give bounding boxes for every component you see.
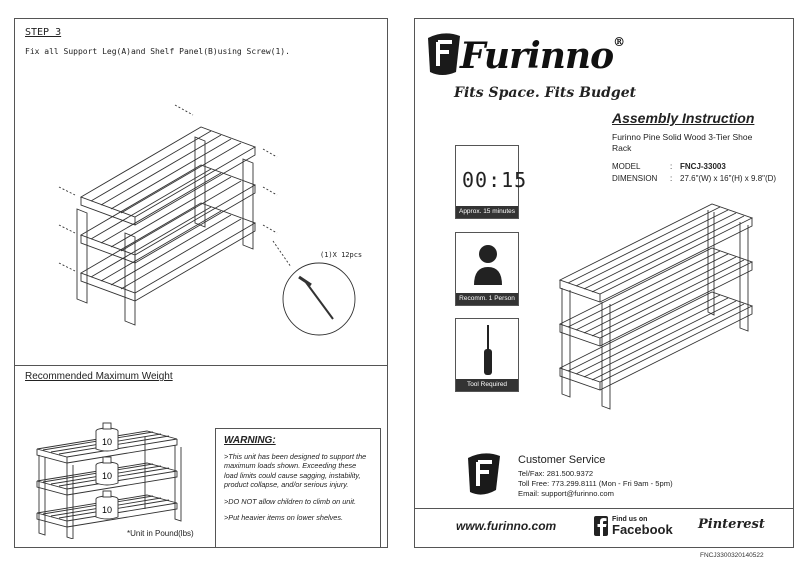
- rack-assembled-illustration: [552, 200, 762, 410]
- person-icon: [472, 243, 504, 287]
- warning-text-heavier: >Put heavier items on lower shelves.: [224, 513, 344, 523]
- facebook-link[interactable]: Find us on Facebook: [612, 516, 673, 537]
- model-value: FNCJ-33003: [680, 162, 726, 171]
- time-caption: Approx. 15 minutes: [456, 206, 518, 218]
- step-panel: [14, 18, 388, 548]
- document-code: FNCJ3300320140522: [700, 552, 764, 559]
- unit-note: *Unit in Pound(lbs): [127, 529, 194, 538]
- dimension-row: DIMENSION : 27.6"(W) x 16"(H) x 9.8"(D): [612, 174, 777, 183]
- tool-box: [455, 318, 519, 392]
- step-description: Fix all Support Leg(A)and Shelf Panel(B)using Screw(1).: [25, 47, 290, 56]
- brand-tagline: Fits Space. Fits Budget: [454, 85, 637, 101]
- assembly-title: Assembly Instruction: [612, 110, 755, 126]
- screw-count-label: (1)X 12pcs: [320, 251, 363, 259]
- tool-caption: Tool Required: [456, 379, 518, 391]
- dimension-value: 27.6"(W) x 16"(H) x 9.8"(D): [680, 174, 777, 183]
- person-caption: Recomm. 1 Person: [456, 293, 518, 305]
- website-link[interactable]: www.furinno.com: [456, 519, 557, 533]
- warning-text-children: >DO NOT allow children to climb on unit.: [224, 496, 357, 506]
- rack-exploded-illustration: [15, 19, 387, 359]
- step-title: STEP 3: [25, 27, 62, 38]
- furinno-logo-icon: [424, 30, 464, 78]
- model-row: MODEL : FNCJ-33003: [612, 162, 726, 171]
- weight-value-top: 10: [101, 437, 113, 447]
- furinno-emblem-icon: [464, 452, 504, 496]
- bottom-divider: [414, 508, 794, 509]
- section-divider: [15, 365, 387, 366]
- facebook-icon[interactable]: [594, 516, 608, 536]
- timer-display: 00:15: [462, 168, 528, 192]
- brand-name: Furinno®: [460, 35, 625, 77]
- cs-tollfree: Toll Free: 773.299.8111 (Mon - Fri 9am - 5pm): [518, 479, 673, 488]
- person-box: [455, 232, 519, 306]
- weight-section-title: Recommended Maximum Weight: [25, 371, 173, 382]
- warning-box: [215, 428, 381, 548]
- cs-telfax: Tel/Fax: 281.500.9372: [518, 469, 594, 478]
- warning-text-load: >This unit has been designed to support the maximum loads shown. Exceeding these load limits could cause sagging, instability, product collapse, and/or serious injury.: [224, 452, 367, 490]
- dimension-label: DIMENSION: [612, 174, 658, 183]
- model-label: MODEL: [612, 162, 641, 171]
- screwdriver-icon: [482, 325, 494, 377]
- weight-value-bottom: 10: [101, 505, 113, 515]
- rack-weight-illustration: [27, 409, 207, 539]
- weight-value-middle: 10: [101, 471, 113, 481]
- pinterest-link[interactable]: Pinterest: [698, 517, 765, 532]
- customer-service-title: Customer Service: [518, 454, 606, 466]
- cs-email: Email: support@furinno.com: [518, 489, 614, 498]
- time-box: [455, 145, 528, 219]
- product-name: Furinno Pine Solid Wood 3-Tier Shoe Rack: [612, 132, 753, 154]
- warning-title: WARNING:: [224, 435, 276, 446]
